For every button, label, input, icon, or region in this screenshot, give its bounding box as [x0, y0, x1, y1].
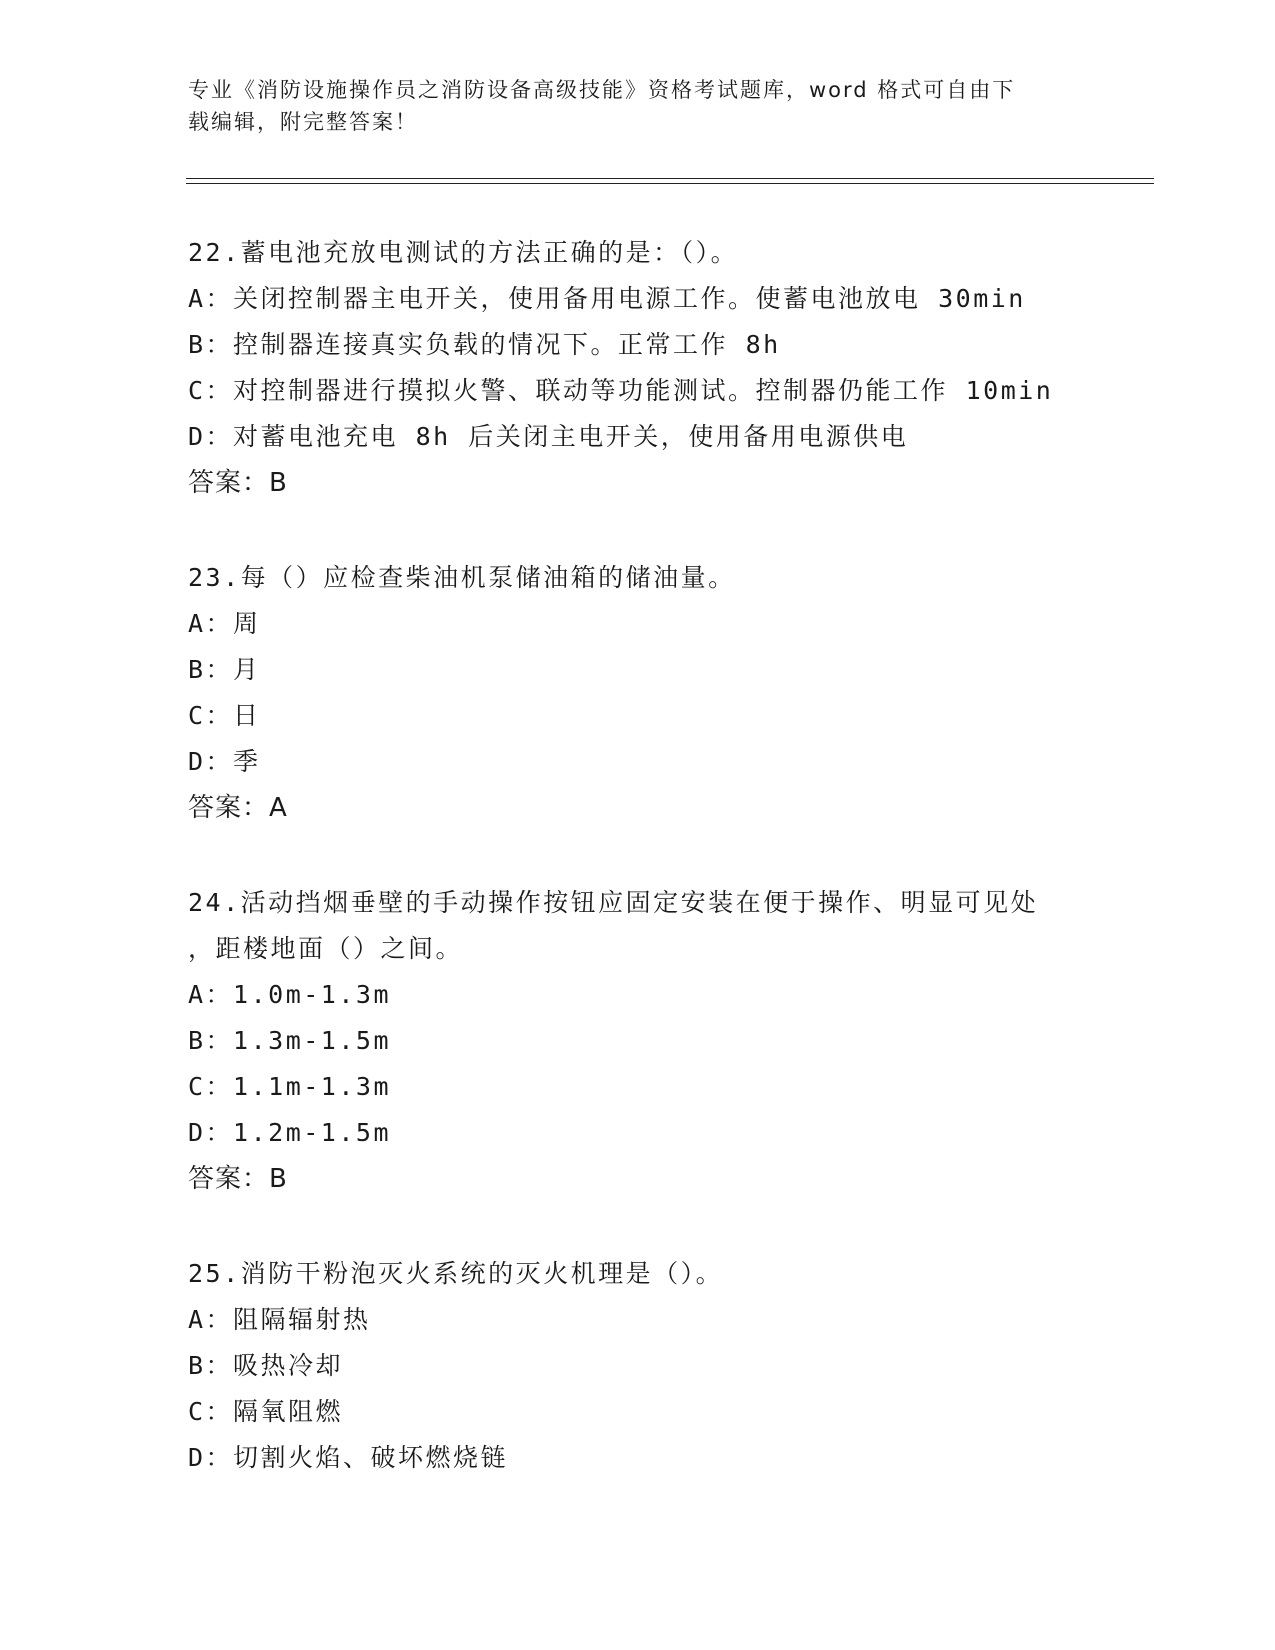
option-b: B：控制器连接真实负载的情况下。正常工作 8h	[188, 330, 781, 359]
option-b: B：吸热冷却	[188, 1351, 344, 1380]
question-stem: 23.每（）应检查柴油机泵储油箱的储油量。	[188, 563, 736, 592]
option-c: C：1.1m-1.3m	[188, 1072, 392, 1101]
option-d: D：季	[188, 747, 261, 776]
header-line-1: 专业《消防设施操作员之消防设备高级技能》资格考试题库，word 格式可自由下	[188, 78, 1016, 102]
option-b: B：1.3m-1.5m	[188, 1026, 392, 1055]
header-divider-top	[186, 178, 1154, 179]
answer-line: 答案：B	[188, 1164, 288, 1194]
question-stem: 22.蓄电池充放电测试的方法正确的是：（）。	[188, 238, 739, 267]
option-c: C：日	[188, 701, 261, 730]
question-stem: 24.活动挡烟垂壁的手动操作按钮应固定安装在便于操作、明显可见处	[188, 888, 1039, 917]
option-b: B：月	[188, 655, 261, 684]
header-line-2: 载编辑，附完整答案！	[188, 110, 418, 134]
document-header	[188, 74, 1088, 138]
question-24	[188, 880, 1148, 1202]
option-a: A：阻隔辐射热	[188, 1305, 371, 1334]
option-d: D：对蓄电池充电 8h 后关闭主电开关，使用备用电源供电	[188, 422, 909, 451]
question-stem-continued: ，距楼地面（）之间。	[188, 934, 464, 963]
option-c: C：隔氧阻燃	[188, 1397, 344, 1426]
option-d: D：1.2m-1.5m	[188, 1118, 392, 1147]
question-22	[188, 230, 1148, 506]
header-divider-bottom	[186, 183, 1154, 184]
option-a: A：1.0m-1.3m	[188, 980, 392, 1009]
answer-line: 答案：A	[188, 793, 288, 823]
option-d: D：切割火焰、破坏燃烧链	[188, 1443, 509, 1472]
question-list	[188, 230, 1148, 1530]
question-stem: 25.消防干粉泡灭火系统的灭火机理是（）。	[188, 1259, 724, 1288]
question-25	[188, 1251, 1148, 1481]
question-23	[188, 555, 1148, 831]
answer-line: 答案：B	[188, 468, 288, 498]
option-a: A：周	[188, 609, 261, 638]
option-a: A：关闭控制器主电开关，使用备用电源工作。使蓄电池放电 30min	[188, 284, 1026, 313]
option-c: C：对控制器进行摸拟火警、联动等功能测试。控制器仍能工作 10min	[188, 376, 1054, 405]
